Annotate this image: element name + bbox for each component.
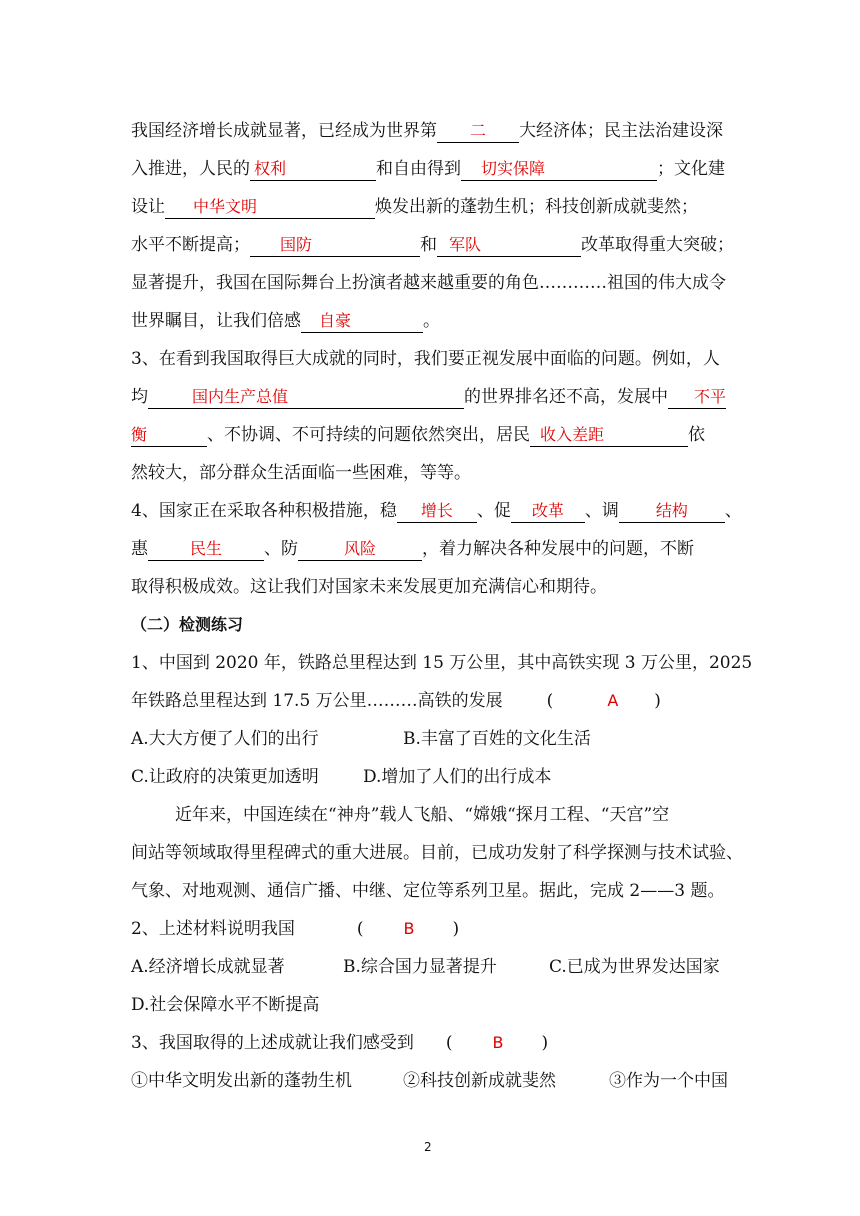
- answer: 改革: [531, 501, 564, 520]
- answer: 国防: [280, 235, 313, 254]
- q2-stem: [131, 918, 731, 940]
- q3-stem: [131, 1032, 731, 1054]
- q2-option-d: [131, 994, 731, 1016]
- text: 我国经济增长成就显著，已经成为世界第: [131, 121, 437, 141]
- p1-line-1: [131, 120, 731, 143]
- option-1: ①中华文明发出新的蓬勃生机: [131, 1071, 352, 1091]
- text: 的世界排名还不高，发展中: [464, 387, 668, 407]
- text: 气象、对地观测、通信广播、中继、定位等系列卫星。据此，完成 2——3 题。: [131, 881, 725, 901]
- answer: 国内生产总值: [192, 387, 289, 406]
- option-d: D.增加了人们的出行成本: [363, 767, 552, 787]
- paren: ): [654, 691, 661, 711]
- answer: 不平: [693, 387, 726, 406]
- option-b: B.综合国力显著提升: [343, 957, 497, 977]
- p3-line-4: [131, 462, 731, 484]
- answer: B: [403, 919, 415, 938]
- option-a: A.大大方便了人们的出行: [131, 729, 319, 749]
- text: 和: [420, 235, 437, 255]
- answer: 中华文明: [193, 197, 258, 216]
- answer: 军队: [449, 235, 482, 254]
- text: 和自由得到: [376, 159, 461, 179]
- blank: [148, 386, 464, 409]
- p1-line-5: [131, 272, 731, 294]
- text: 均: [131, 387, 148, 407]
- p1-line-4: [131, 234, 734, 257]
- q1-options-cd: [131, 766, 731, 788]
- text: 、防: [264, 539, 298, 559]
- text: 年铁路总里程达到 17.5 万公里………高铁的发展: [131, 691, 503, 711]
- blank: [148, 538, 264, 561]
- answer: 二: [469, 121, 486, 140]
- answer: B: [492, 1033, 504, 1052]
- text: 水平不断提高；: [131, 235, 250, 255]
- blank: [530, 424, 688, 447]
- answer: 衡: [131, 425, 148, 444]
- text: 、调: [584, 501, 619, 521]
- answer: 增长: [420, 501, 453, 520]
- blank: [437, 120, 519, 143]
- text: ，着力解决各种发展中的问题，不断: [422, 539, 694, 559]
- answer: 切实保障: [481, 159, 546, 178]
- text: 、: [724, 501, 742, 521]
- text: 3、我国取得的上述成就让我们感受到: [131, 1033, 414, 1053]
- material-line-2: [131, 842, 743, 864]
- option-2: ②科技创新成就斐然: [403, 1071, 556, 1091]
- option-a: A.经济增长成就显著: [131, 957, 285, 977]
- text: 4、国家正在采取各种积极措施，稳: [131, 501, 397, 521]
- text: 、不协调、不可持续的问题依然突出，居民: [207, 425, 530, 445]
- section-heading: （二）检测练习: [131, 615, 244, 634]
- text: 显著提升，我国在国际舞台上扮演者越来越重要的角色…………祖国的伟大成令: [131, 273, 726, 293]
- blank: [301, 310, 423, 333]
- blank: [250, 234, 420, 257]
- page-number: 2: [424, 1140, 432, 1154]
- text: 惠: [131, 539, 148, 559]
- text: 入推进，人民的: [131, 159, 250, 179]
- paren: (: [445, 1033, 453, 1053]
- text: 设让: [131, 197, 165, 217]
- option-3: ③作为一个中国: [609, 1071, 728, 1091]
- p1-line-6: [131, 310, 731, 333]
- p3-line-1: [131, 348, 731, 370]
- paren: (: [546, 691, 554, 711]
- blank: [131, 424, 207, 447]
- text: 大经济体；民主法治建设深: [519, 121, 723, 141]
- blank: [437, 234, 581, 257]
- material-line-3: [131, 880, 731, 902]
- text: 间站等领域取得里程碑式的重大进展。目前，已成功发射了科学探测与技术试验、: [131, 843, 743, 863]
- q1-options-ab: [131, 728, 731, 750]
- p4-line-2: [131, 538, 731, 561]
- paren: (: [356, 919, 364, 939]
- p4-line-1: [131, 500, 742, 523]
- p3-line-2: [131, 386, 731, 409]
- blank: [397, 500, 477, 523]
- option-d: D.社会保障水平不断提高: [131, 995, 320, 1015]
- blank: [165, 196, 375, 219]
- option-c: C.已成为世界发达国家: [549, 957, 720, 977]
- q3-options: [131, 1070, 731, 1092]
- text: 。: [423, 311, 440, 331]
- p4-line-3: [131, 576, 731, 598]
- text: ；文化建: [657, 159, 725, 179]
- text: 、促: [476, 501, 511, 521]
- paren: ): [452, 919, 460, 939]
- blank: [250, 158, 376, 181]
- blank: [461, 158, 657, 181]
- q2-options-abc: [131, 956, 731, 978]
- text: 3、在看到我国取得巨大成就的同时，我们要正视发展中面临的问题。例如，人: [131, 349, 720, 369]
- answer: A: [607, 691, 619, 710]
- text: 近年来，中国连续在“神舟”载人飞船、“嫦娥“探月工程、“天宫”空: [175, 805, 670, 825]
- material-line-1: [175, 804, 775, 826]
- text: 焕发出新的蓬勃生机；科技创新成就斐然；: [375, 197, 698, 217]
- p1-line-3: [131, 196, 731, 219]
- blank: [511, 500, 585, 523]
- q1-line-2: [131, 690, 731, 712]
- paren: ): [541, 1033, 549, 1053]
- blank: [619, 500, 725, 523]
- text: 世界瞩目，让我们倍感: [131, 311, 301, 331]
- p3-line-3: [131, 424, 731, 447]
- answer: 权利: [254, 159, 287, 178]
- answer: 收入差距: [540, 425, 605, 444]
- blank: [668, 386, 726, 409]
- text: 依: [688, 425, 705, 445]
- blank: [298, 538, 422, 561]
- option-c: C.让政府的决策更加透明: [131, 767, 319, 787]
- text: 改革取得重大突破；: [581, 235, 734, 255]
- text: 取得积极成效。这让我们对国家未来发展更加充满信心和期待。: [131, 577, 607, 597]
- answer: 结构: [655, 501, 688, 520]
- text: 1、中国到 2020 年，铁路总里程达到 15 万公里，其中高铁实现 3 万公里，2025: [131, 653, 753, 673]
- p1-line-2: [131, 158, 731, 181]
- answer: 民生: [189, 539, 222, 558]
- answer: 自豪: [319, 311, 352, 330]
- answer: 风险: [343, 539, 376, 558]
- option-b: B.丰富了百姓的文化生活: [403, 729, 591, 749]
- text: 2、上述材料说明我国: [131, 919, 295, 939]
- text: 然较大，部分群众生活面临一些困难，等等。: [131, 463, 471, 483]
- q1-line-1: [131, 652, 753, 674]
